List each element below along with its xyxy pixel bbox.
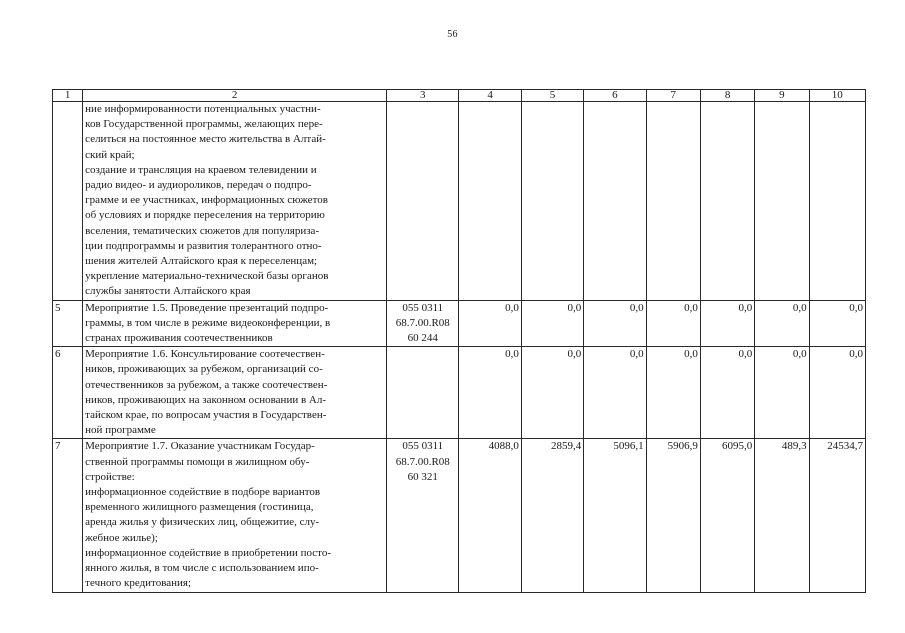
value-cell bbox=[521, 102, 583, 301]
value-cell: 0,0 bbox=[700, 347, 754, 439]
value-cell: 0,0 bbox=[646, 300, 700, 347]
value-cell: 0,0 bbox=[755, 300, 809, 347]
measure-description: Мероприятие 1.5. Проведение презентаций подпро- граммы, в том числе в режиме видеоконференции, в странах проживания соотечественников bbox=[83, 300, 387, 347]
measure-description: ние информированности потенциальных участни- ков Государственной программы, желающих пере- селиться на постоянное место жительства в Алтай- ский край; создание и трансляция на краевом телевидении и радио видео- и аудиороликов, передач о подпро- грамме и ее участниках, информационных сюжетов об условиях и порядке переселения на территорию вселения, тематических сюжетов для популяриза- ции подпрограммы и развития толерантного отно- шения жителей Алтайского края к переселенцам; укрепление материально-технической базы органов службы занятости Алтайского края bbox=[83, 102, 387, 301]
value-cell bbox=[459, 102, 521, 301]
value-cell: 2859,4 bbox=[521, 439, 583, 592]
value-cell: 0,0 bbox=[809, 347, 865, 439]
column-header: 10 bbox=[809, 90, 865, 102]
column-header: 6 bbox=[584, 90, 646, 102]
value-cell bbox=[646, 102, 700, 301]
row-number: 6 bbox=[53, 347, 83, 439]
column-header: 4 bbox=[459, 90, 521, 102]
value-cell: 5096,1 bbox=[584, 439, 646, 592]
page-number: 56 bbox=[447, 29, 458, 40]
value-cell bbox=[700, 102, 754, 301]
column-header: 8 bbox=[700, 90, 754, 102]
column-header: 9 bbox=[755, 90, 809, 102]
budget-table bbox=[52, 89, 866, 593]
measure-description: Мероприятие 1.6. Консультирование соотечествен- ников, проживающих за рубежом, организаций со- отечественников за рубежом, а также соотечествен- ников, проживающих на законном основании в Ал- тайском крае, по вопросам участия в Государствен- ной программе bbox=[83, 347, 387, 439]
value-cell bbox=[584, 102, 646, 301]
value-cell: 0,0 bbox=[646, 347, 700, 439]
row-number bbox=[53, 102, 83, 301]
value-cell: 489,3 bbox=[755, 439, 809, 592]
budget-code: 055 0311 68.7.00.R08 60 244 bbox=[387, 300, 459, 347]
row-number: 7 bbox=[53, 439, 83, 592]
table-row bbox=[53, 439, 866, 592]
row-number: 5 bbox=[53, 300, 83, 347]
column-header: 3 bbox=[387, 90, 459, 102]
value-cell: 0,0 bbox=[584, 347, 646, 439]
value-cell: 24534,7 bbox=[809, 439, 865, 592]
table-row bbox=[53, 347, 866, 439]
table-row bbox=[53, 300, 866, 347]
column-header: 1 bbox=[53, 90, 83, 102]
value-cell: 0,0 bbox=[755, 347, 809, 439]
value-cell: 0,0 bbox=[459, 347, 521, 439]
value-cell: 0,0 bbox=[459, 300, 521, 347]
value-cell: 6095,0 bbox=[700, 439, 754, 592]
table-header-row bbox=[53, 90, 866, 102]
budget-code: 055 0311 68.7.00.R08 60 321 bbox=[387, 439, 459, 592]
budget-code bbox=[387, 347, 459, 439]
value-cell: 5906,9 bbox=[646, 439, 700, 592]
value-cell: 0,0 bbox=[584, 300, 646, 347]
budget-code bbox=[387, 102, 459, 301]
value-cell: 0,0 bbox=[809, 300, 865, 347]
column-header: 5 bbox=[521, 90, 583, 102]
value-cell: 0,0 bbox=[521, 300, 583, 347]
measure-description: Мероприятие 1.7. Оказание участникам Государ- ственной программы помощи в жилищном обу- стройстве: информационное содействие в подборе вариантов временного жилищного размещения (гостиница, аренда жилья у физических лиц, общежитие, слу- жебное жилье); информационное содействие в приобретении посто- янного жилья, в том числе с использованием ипо- течного кредитования; bbox=[83, 439, 387, 592]
value-cell bbox=[809, 102, 865, 301]
table-row bbox=[53, 102, 866, 301]
value-cell: 0,0 bbox=[521, 347, 583, 439]
value-cell bbox=[755, 102, 809, 301]
value-cell: 4088,0 bbox=[459, 439, 521, 592]
column-header: 2 bbox=[83, 90, 387, 102]
column-header: 7 bbox=[646, 90, 700, 102]
value-cell: 0,0 bbox=[700, 300, 754, 347]
